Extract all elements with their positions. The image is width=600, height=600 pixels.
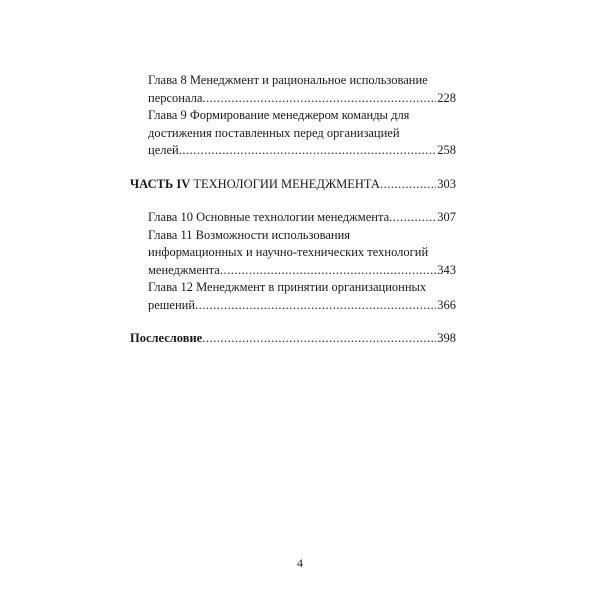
toc-entry-text: целей: [148, 143, 179, 157]
toc-entry-text: решений: [148, 297, 196, 312]
toc-entry-text: информационных и научно-технических технологий: [148, 245, 429, 259]
page-ref: 398: [437, 331, 456, 345]
toc-entry-afterword: [130, 330, 456, 348]
dot-leader: [202, 90, 436, 108]
toc-entry-chapter-9: [130, 107, 456, 160]
part-title: ТЕХНОЛОГИИ МЕНЕДЖМЕНТА: [193, 176, 380, 191]
toc-entry-chapter-11: [130, 227, 456, 280]
toc-entry-chapter-10: [130, 209, 456, 227]
dot-leader: [195, 297, 436, 315]
page-ref: 366: [437, 297, 456, 312]
toc-entry-text: Глава 11 Возможности использования: [148, 227, 351, 242]
dot-leader: [179, 142, 437, 160]
dot-leader: [389, 209, 436, 227]
page-ref: 307: [437, 210, 456, 224]
dot-leader: [220, 262, 436, 280]
page-ref: 343: [437, 262, 456, 277]
toc-entry-text: персонала: [148, 90, 203, 105]
page-ref: 228: [437, 90, 456, 105]
toc-entry-text: Глава 10 Основные технологии менеджмента: [148, 210, 390, 224]
toc-entry-text: Глава 8 Менеджмент и рациональное использование: [148, 73, 428, 87]
page-ref: 258: [437, 143, 456, 157]
toc-entry-text: Глава 9 Формирование менеджером команды для: [148, 108, 410, 122]
page-number: 4: [297, 556, 303, 570]
toc-entry-chapter-12: [130, 279, 456, 314]
toc-entry-text: Глава 12 Менеджмент в принятии организационных: [148, 280, 427, 294]
toc-entry-part-4: [130, 176, 456, 194]
afterword-title: Послесловие: [130, 331, 203, 345]
table-of-contents: [130, 72, 456, 348]
page-ref: 303: [437, 176, 456, 191]
toc-entry-text: достижения поставленных перед организацией: [148, 125, 400, 140]
part-label: ЧАСТЬ IV: [130, 176, 191, 191]
dot-leader: [380, 176, 436, 194]
toc-entry-chapter-8: [130, 72, 456, 107]
dot-leader: [202, 330, 436, 348]
toc-entry-text: менеджмента: [148, 262, 220, 277]
